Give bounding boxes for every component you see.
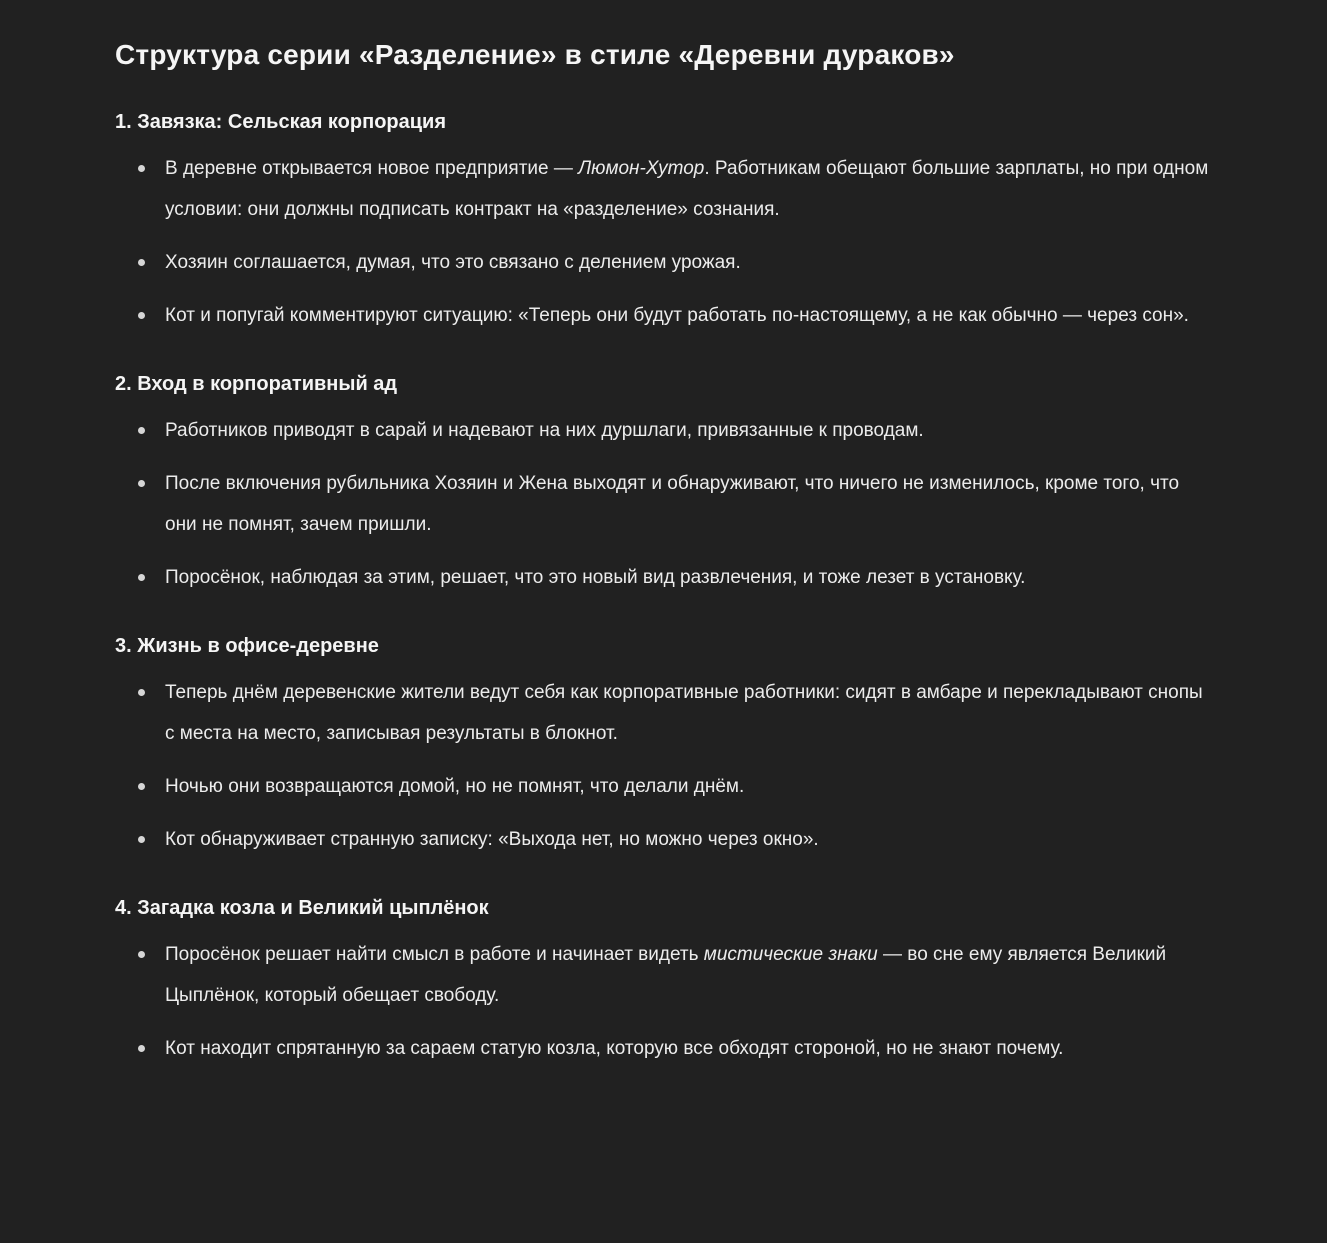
list-item [165, 463, 1212, 545]
list-item-text: После включения рубильника Хозяин и Жена выходят и обнаруживают, что ничего не изменилось, кроме того, что они не помнят, зачем пришли. [165, 473, 1180, 535]
list-item-text: В деревне открывается новое предприятие — [165, 158, 579, 179]
list-item [165, 934, 1212, 1016]
list-item-text: Поросёнок, наблюдая за этим, решает, что это новый вид развлечения, и тоже лезет в установку. [165, 567, 1026, 588]
list-item-text: . Работникам обещают большие зарплаты, но при одном условии: они должны подписать контракт на «разделение» сознания. [165, 158, 1209, 220]
page-title: Структура серии «Разделение» в стиле «Деревни дураков» [115, 39, 955, 70]
bullet-list [115, 934, 1212, 1069]
list-item [165, 242, 1212, 283]
list-item-text: Хозяин соглашается, думая, что это связано с делением урожая. [165, 252, 741, 273]
bullet-list [115, 410, 1212, 598]
section-1-zavyazka [115, 108, 1212, 336]
list-item [165, 557, 1212, 598]
list-item-text: Теперь днём деревенские жители ведут себя как корпоративные работники: сидят в амбаре и перекладывают снопы с места на место, записывая результаты в блокнот. [165, 682, 1203, 744]
list-item [165, 672, 1212, 754]
section-heading: 4. Загадка козла и Великий цыплёнок [115, 897, 489, 919]
bullet-icon [138, 480, 145, 487]
section-3-zhizn [115, 632, 1212, 860]
section-2-vhod [115, 370, 1212, 598]
bullet-icon [138, 836, 145, 843]
list-item [165, 1028, 1212, 1069]
list-item-text: Поросёнок решает найти смысл в работе и начинает видеть [165, 944, 704, 965]
bullet-icon [138, 427, 145, 434]
italic-phrase: мистические знаки [703, 944, 878, 965]
list-item-text: — во сне ему является Великий Цыплёнок, который обещает свободу. [165, 944, 1167, 1006]
bullet-icon [138, 689, 145, 696]
bullet-list [115, 672, 1212, 860]
section-4-zagadka [115, 894, 1212, 1069]
bullet-icon [138, 951, 145, 958]
bullet-icon [138, 259, 145, 266]
list-item-text: Кот и попугай комментируют ситуацию: «Теперь они будут работать по-настоящему, а не как обычно — через сон». [165, 305, 1189, 326]
bullet-icon [138, 312, 145, 319]
list-item-text: Работников приводят в сарай и надевают на них дуршлаги, привязанные к проводам. [165, 420, 924, 441]
bullet-icon [138, 165, 145, 172]
section-heading: 2. Вход в корпоративный ад [115, 373, 398, 395]
bullet-icon [138, 783, 145, 790]
list-item [165, 819, 1212, 860]
list-item [165, 295, 1212, 336]
list-item [165, 410, 1212, 451]
list-item-text: Кот обнаруживает странную записку: «Выхода нет, но можно через окно». [165, 829, 819, 850]
bullet-icon [138, 574, 145, 581]
list-item [165, 148, 1212, 230]
list-item-text: Ночью они возвращаются домой, но не помнят, что делали днём. [165, 776, 745, 797]
list-item-text: Кот находит спрятанную за сараем статую козла, которую все обходят стороной, но не знают почему. [165, 1038, 1064, 1059]
list-item [165, 766, 1212, 807]
bullet-icon [138, 1045, 145, 1052]
italic-phrase: Люмон-Хутор [578, 158, 705, 179]
bullet-list [115, 148, 1212, 336]
section-heading: 3. Жизнь в офисе-деревне [115, 635, 379, 657]
section-heading: 1. Завязка: Сельская корпорация [115, 111, 447, 133]
